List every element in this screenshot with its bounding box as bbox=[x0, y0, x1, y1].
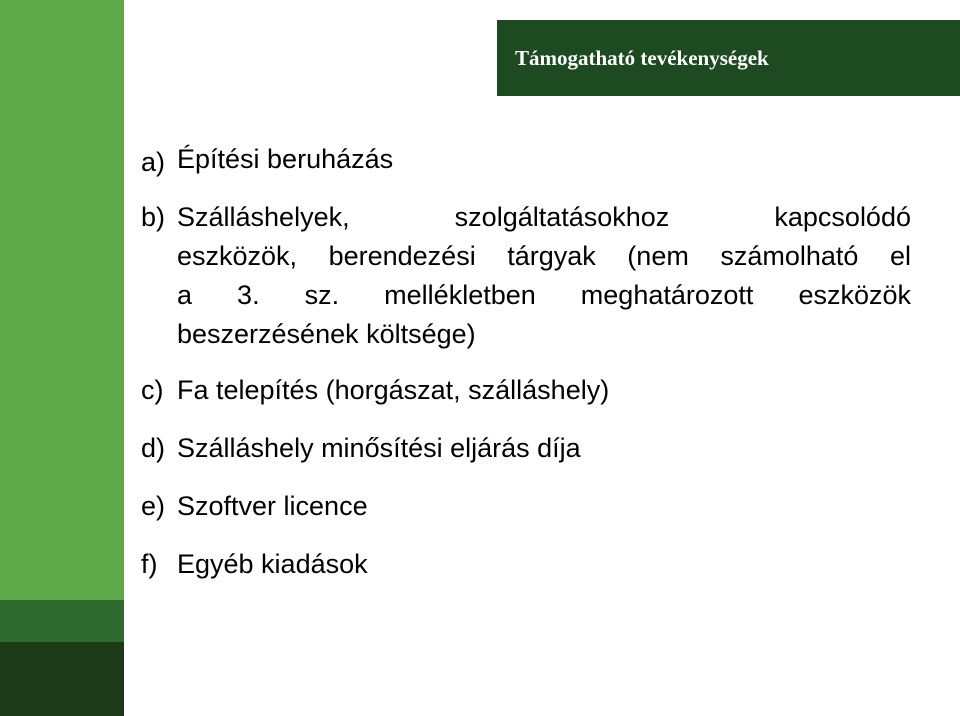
list-item-e bbox=[141, 484, 911, 528]
list-marker: c) bbox=[141, 375, 164, 405]
list-item-text bbox=[177, 542, 911, 586]
list-item-line: beszerzésének költsége) bbox=[177, 319, 476, 349]
list-item-b bbox=[141, 198, 911, 354]
list-item-line: eszközök, berendezési tárgyak (nem számolható el bbox=[177, 241, 911, 271]
list-item-line: Szoftver licence bbox=[177, 491, 368, 521]
list-item-line: Egyéb kiadások bbox=[177, 549, 368, 579]
list-item-line: Építési beruházás bbox=[177, 144, 394, 174]
list-item-text bbox=[177, 140, 911, 179]
side-accent-block-bottom bbox=[0, 642, 124, 716]
list-marker: f) bbox=[141, 549, 158, 579]
list-item-line: Szálláshelyek, szolgáltatásokhoz kapcsolódó bbox=[177, 202, 911, 232]
list-item-text bbox=[177, 198, 911, 354]
activity-list bbox=[141, 140, 911, 586]
title-box bbox=[497, 20, 960, 96]
side-accent-bar bbox=[0, 0, 124, 716]
list-marker: e) bbox=[141, 491, 166, 521]
side-accent-block-mid bbox=[0, 600, 124, 642]
list-item-text bbox=[177, 368, 911, 412]
list-item-line: a 3. sz. mellékletben meghatározott eszközök bbox=[177, 280, 911, 310]
list-item-line: Fa telepítés (horgászat, szálláshely) bbox=[177, 375, 610, 405]
list-marker: d) bbox=[141, 433, 166, 463]
list-item-f bbox=[141, 542, 911, 586]
list-item-text bbox=[177, 484, 911, 528]
list-item-d bbox=[141, 426, 911, 470]
list-item-c bbox=[141, 368, 911, 412]
page-title: Támogatható tevékenységek bbox=[515, 45, 769, 70]
list-item-text bbox=[177, 426, 911, 470]
list-item-line: Szálláshely minősítési eljárás díja bbox=[177, 433, 581, 463]
list-marker: a) bbox=[141, 147, 166, 177]
list-item-a bbox=[141, 140, 911, 184]
list-marker: b) bbox=[141, 202, 166, 232]
